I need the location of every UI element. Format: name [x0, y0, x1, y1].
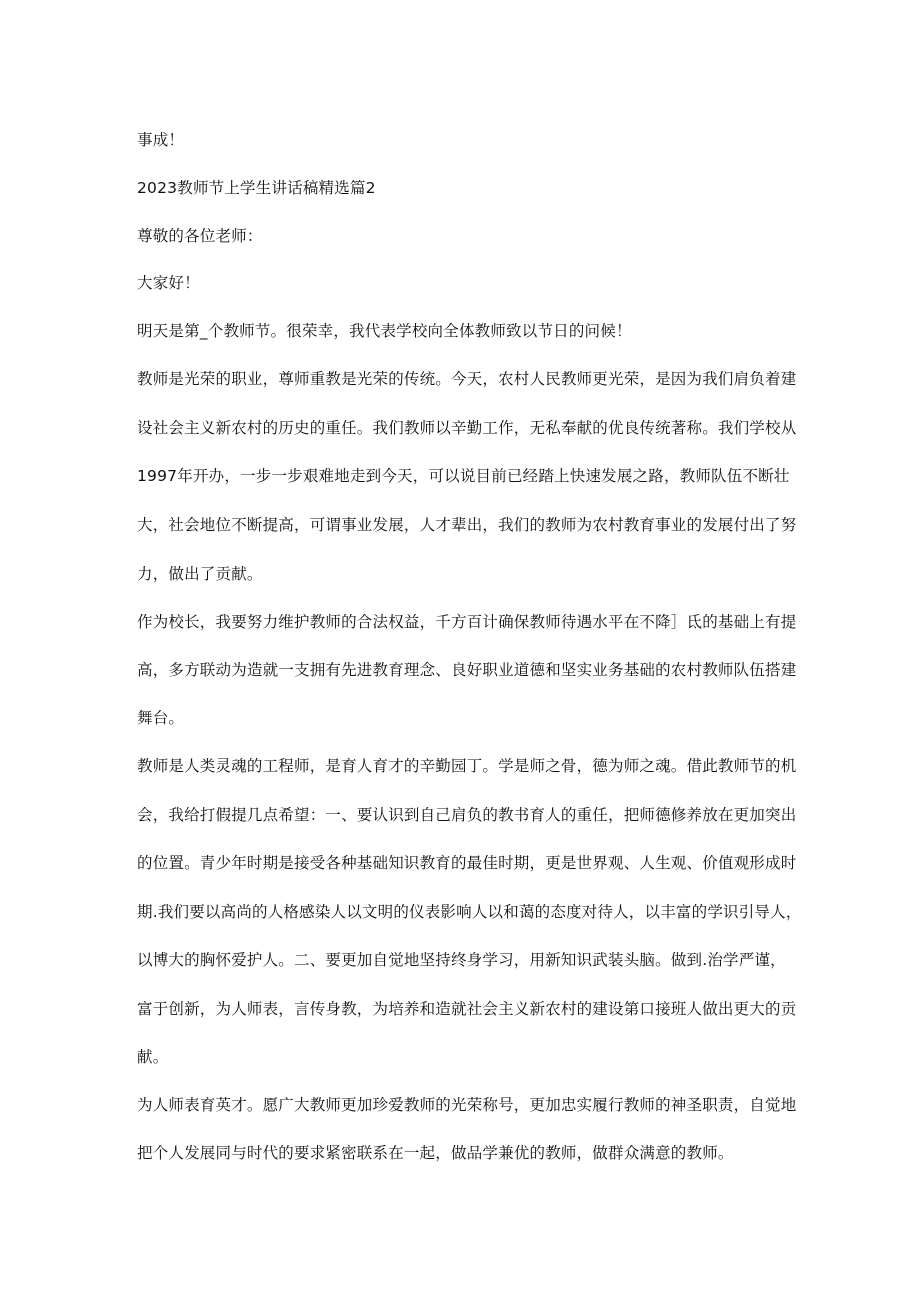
- text-line: 的位置。青少年时期是接受各种基础知识教育的最佳时期，更是世界观、人生观、价值观形成时: [137, 854, 797, 872]
- text-line: 明天是第_个教师节。很荣幸，我代表学校向全体教师致以节日的问候！: [137, 322, 632, 340]
- text-line: 作为校长，我要努力维护教师的合法权益，千方百计确保教师待遇水平在不降］氐的基础上有提: [137, 613, 797, 631]
- text-line: 大，社会地位不断提高，可谓事业发展，人才辈出，我们的教师为农村教育事业的发展付出了努: [137, 516, 797, 534]
- text-line: 教师是人类灵魂的工程师，是育人育才的辛勤园丁。学是师之骨，德为师之魂。借此教师节的机: [137, 757, 797, 775]
- text-line: 把个人发展同与时代的要求紧密联系在一起，做品学兼优的教师，做群众满意的教师。: [137, 1144, 734, 1162]
- text-line: 舞台。: [137, 709, 185, 727]
- text-line: 会，我给打假提几点希望：一、要认识到自己肩负的教书育人的重任，把师德修养放在更加突出: [137, 806, 797, 824]
- text-line: 为人师表育英才。愿广大教师更加珍爱教师的光荣称号，更加忠实履行教师的神圣职责，自觉地: [137, 1096, 797, 1114]
- text-line: 事成！: [137, 131, 185, 149]
- text-line: 期.我们要以高尚的人格感染人以文明的仪表影响人以和蔼的态度对待人，以丰富的学识引导人，: [137, 903, 802, 921]
- text-line: 力，做出了贡献。: [137, 565, 263, 583]
- text-line: 设社会主义新农村的历史的重任。我们教师以辛勤工作，无私奉献的优良传统著称。我们学校从: [137, 419, 797, 437]
- text-line: 以博大的胸怀爱护人。二、要更加自觉地坚持终身学习，用新知识武装头脑。做到.治学严谨，: [137, 951, 786, 969]
- salutation: 尊敬的各位老师：: [137, 227, 263, 245]
- section-heading: 2023教师节上学生讲话稿精选篇2: [137, 179, 376, 197]
- text-line: 献。: [137, 1048, 169, 1066]
- text-line: 高，多方联动为造就一支拥有先进教育理念、良好职业道德和坚实业务基础的农村教师队伍搭建: [137, 661, 797, 679]
- greeting: 大家好！: [137, 274, 200, 292]
- text-line: 教师是光荣的职业，尊师重教是光荣的传统。今天，农村人民教师更光荣，是因为我们肩负着建: [137, 370, 797, 388]
- text-line: 1997年开办，一步一步艰难地走到今天，可以说目前已经踏上快速发展之路，教师队伍不断壮: [137, 467, 790, 485]
- text-line: 富于创新，为人师表，言传身教，为培养和造就社会主义新农村的建设第口接班人做出更大的贡: [137, 1000, 797, 1018]
